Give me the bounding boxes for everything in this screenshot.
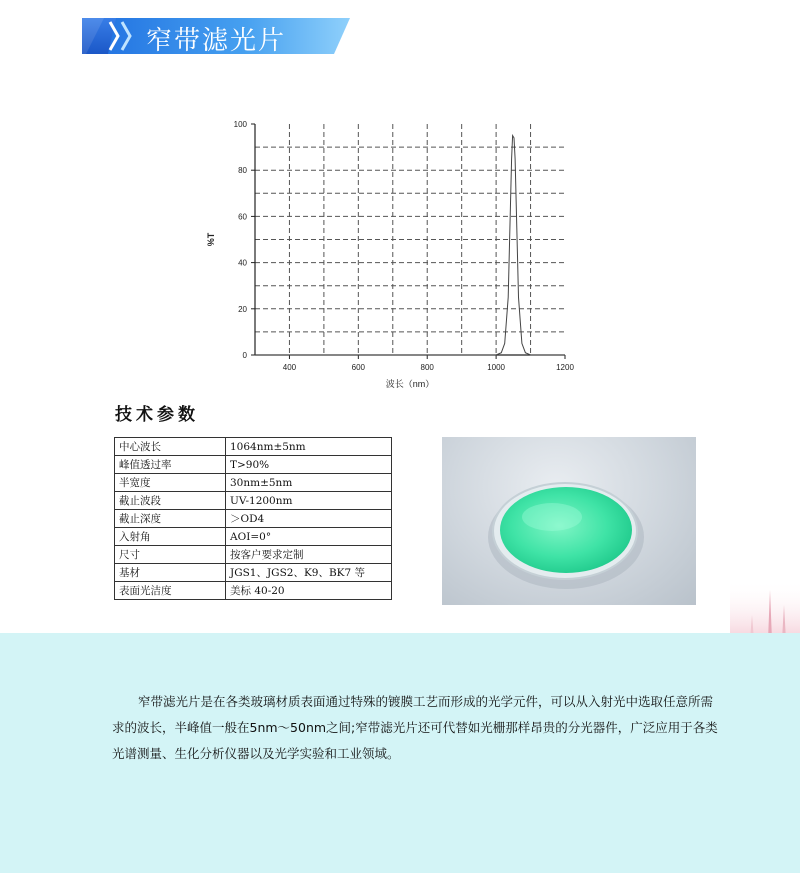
spec-row — [115, 564, 392, 582]
spec-heading: 技术参数 — [115, 405, 199, 425]
x-tick-label: 1200 — [556, 363, 574, 372]
spec-row — [115, 546, 392, 564]
spec-value: T>90% — [226, 456, 392, 474]
spec-value: 按客户要求定制 — [226, 546, 392, 564]
spec-value: 30nm±5nm — [226, 474, 392, 492]
spec-key: 峰值透过率 — [115, 456, 226, 474]
x-tick-label: 600 — [351, 363, 366, 372]
x-axis-label: 波长（nm） — [385, 379, 435, 389]
y-tick-label: 60 — [238, 212, 247, 222]
y-tick-label: 40 — [238, 258, 247, 268]
y-tick-label: 20 — [238, 304, 247, 314]
spec-key: 半宽度 — [115, 474, 226, 492]
spec-value: 美标 40-20 — [226, 582, 392, 600]
spec-value: UV-1200nm — [226, 492, 392, 510]
spec-key: 中心波长 — [115, 438, 226, 456]
x-tick-label: 1000 — [487, 363, 506, 372]
title-banner — [82, 14, 354, 58]
spec-key: 基材 — [115, 564, 226, 582]
spec-table — [114, 437, 392, 600]
chart-svg — [200, 110, 590, 395]
page-title: 窄带滤光片 — [146, 26, 287, 56]
spec-value: ＞OD4 — [226, 510, 392, 528]
description-panel — [0, 633, 800, 873]
spec-row — [115, 438, 392, 456]
spec-key: 截止波段 — [115, 492, 226, 510]
x-tick-label: 800 — [420, 363, 434, 372]
spec-value: AOI=0° — [226, 528, 392, 546]
filter-disc-illustration — [442, 437, 696, 605]
y-tick-label: 100 — [233, 120, 247, 129]
spec-row — [115, 474, 392, 492]
product-photo — [442, 437, 696, 605]
spec-row — [115, 582, 392, 600]
decorative-skyline — [730, 560, 800, 640]
description-text: 窄带滤光片是在各类玻璃材质表面通过特殊的镀膜工艺而形成的光学元件，可以从入射光中选取任意所需求的波长，半峰值一般在5nm～50nm之间;窄带滤光片还可代替如光栅那样昂贵的分光器件，广泛应用于各类光谱测量、生化分析仪器以及光学实验和工业领域。 — [112, 694, 718, 761]
transmission-chart — [200, 110, 590, 395]
spec-value: JGS1、JGS2、K9、BK7 等 — [226, 564, 392, 582]
spec-key: 表面光洁度 — [115, 582, 226, 600]
spec-key: 入射角 — [115, 528, 226, 546]
y-axis-label: %T — [206, 232, 216, 247]
transmission-curve — [255, 136, 565, 355]
x-tick-label: 400 — [282, 363, 297, 372]
y-tick-label: 0 — [242, 351, 247, 360]
spec-row — [115, 510, 392, 528]
spec-row — [115, 456, 392, 474]
spec-row — [115, 492, 392, 510]
spec-value: 1064nm±5nm — [226, 438, 392, 456]
spec-key: 尺寸 — [115, 546, 226, 564]
y-tick-label: 80 — [238, 166, 247, 176]
spec-row — [115, 528, 392, 546]
spec-key: 截止深度 — [115, 510, 226, 528]
